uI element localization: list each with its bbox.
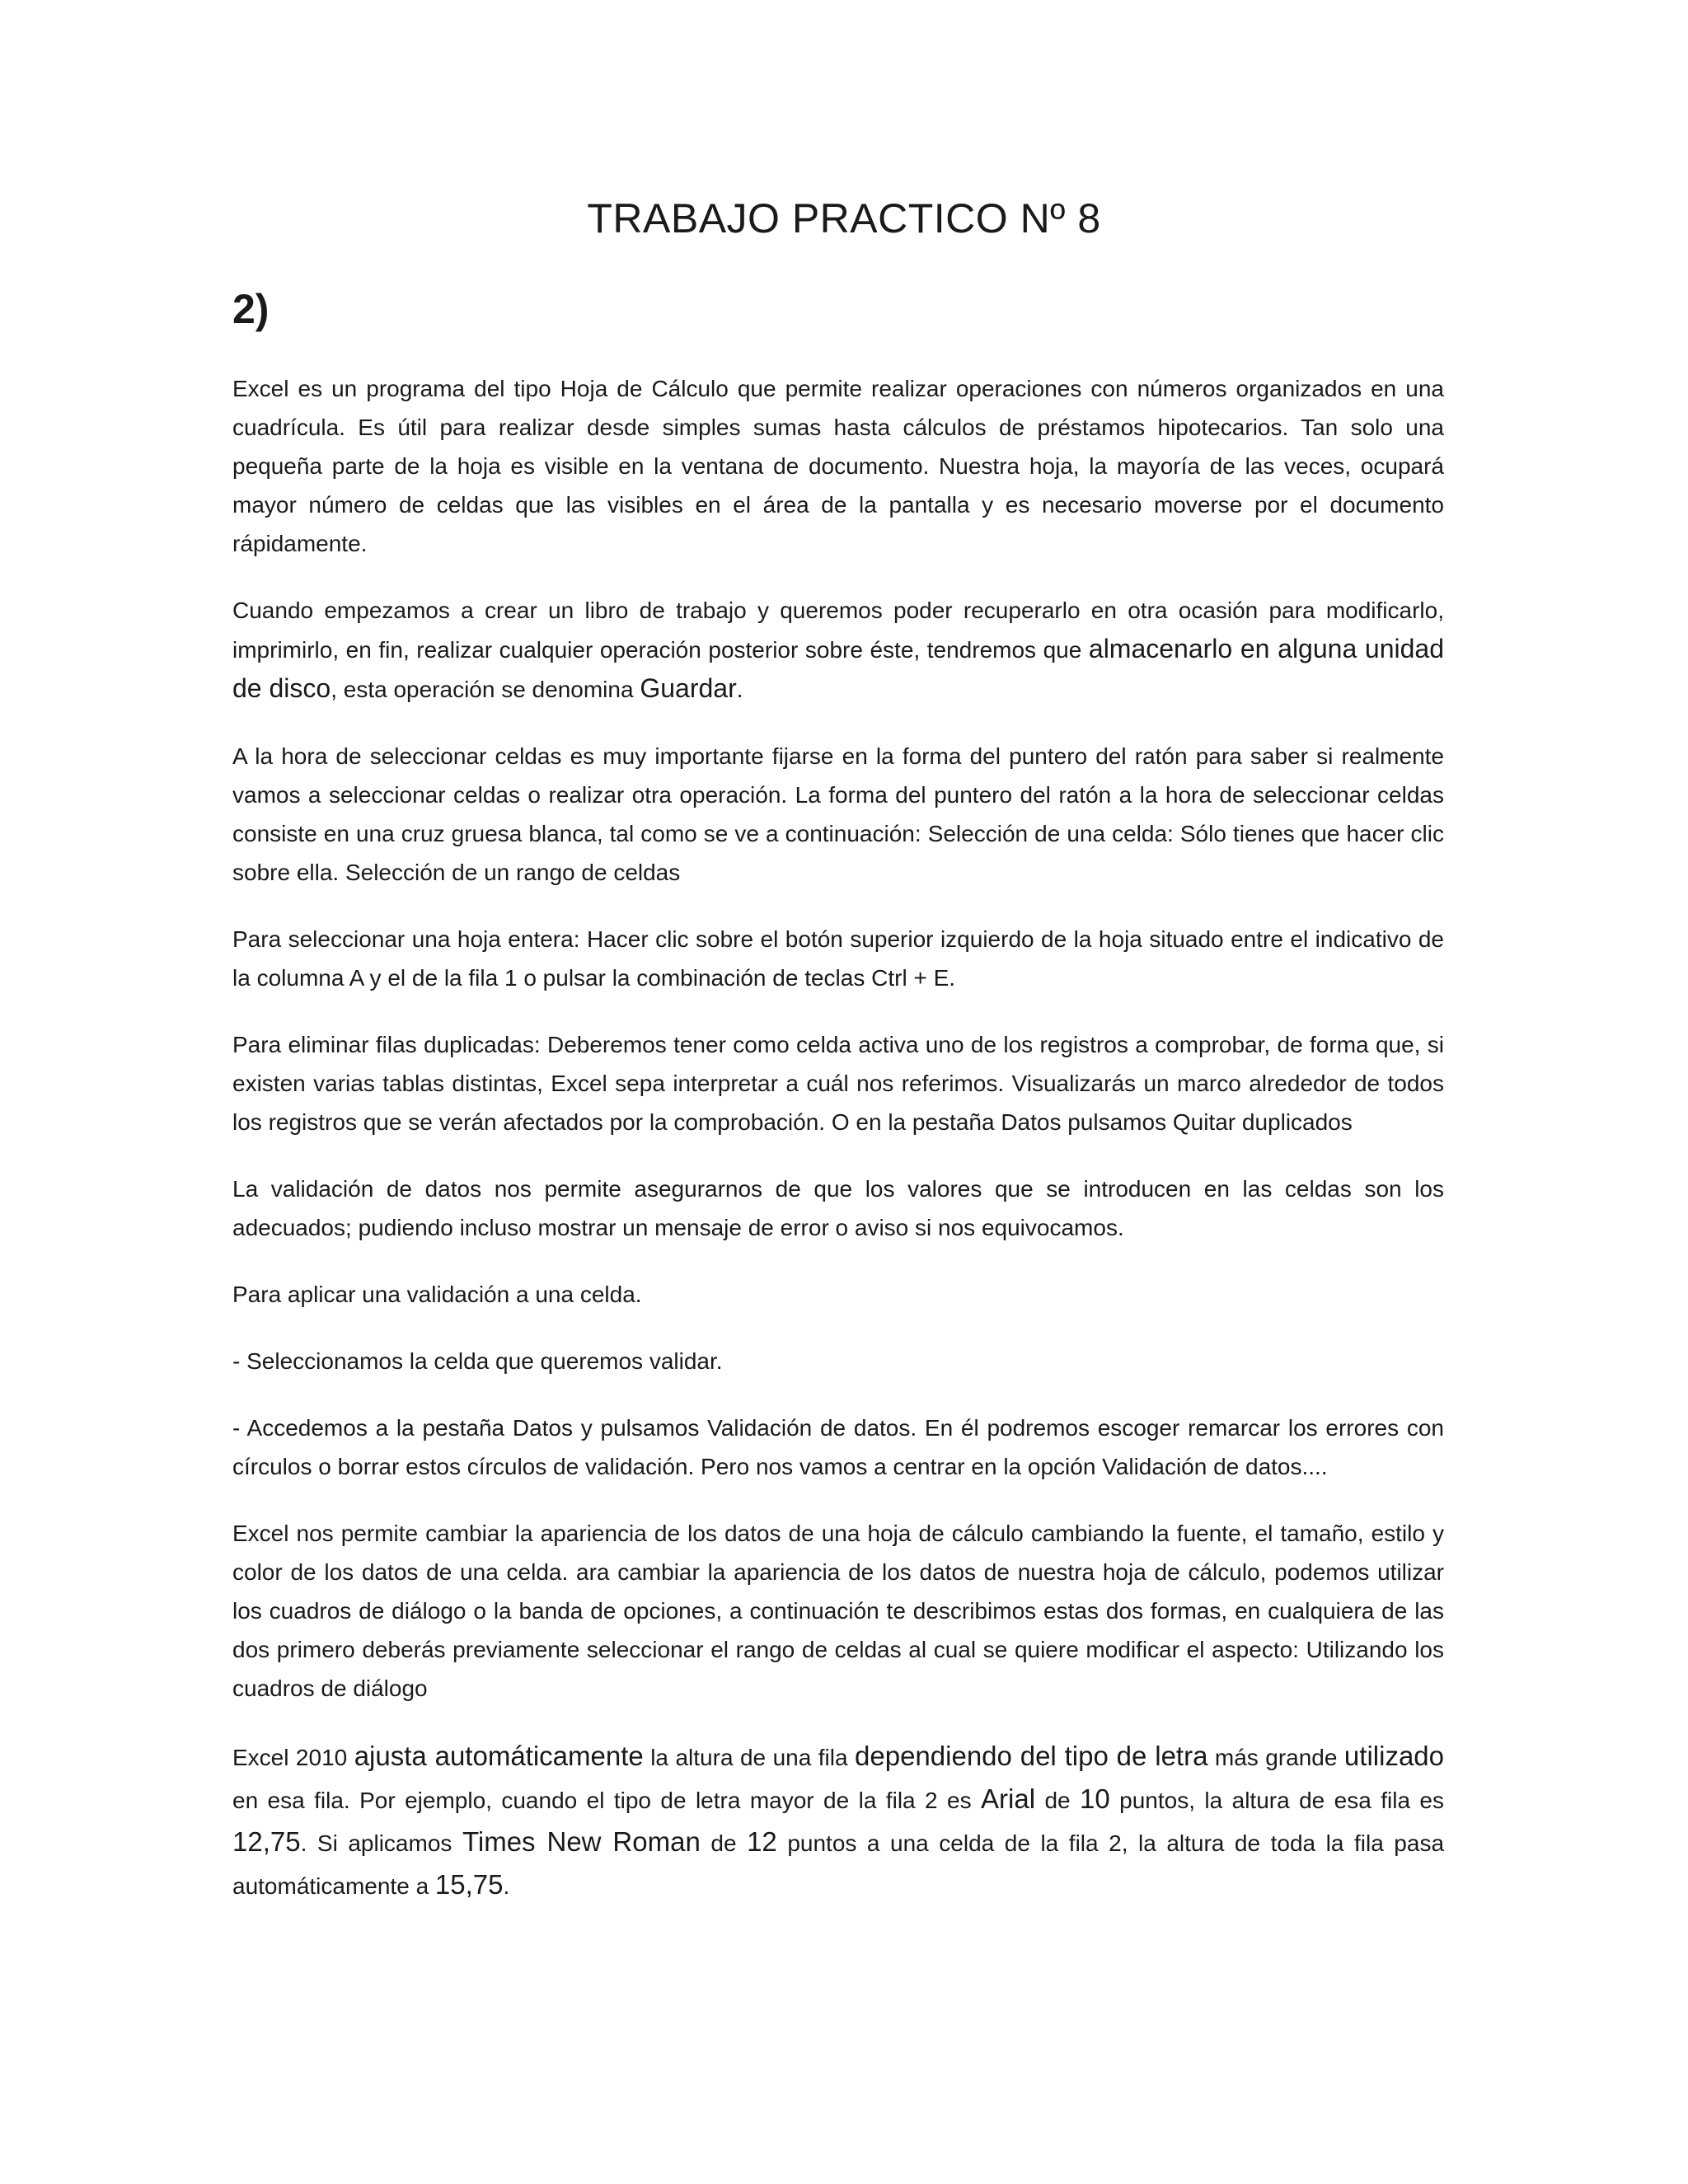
paragraph-altura-fila [232, 1736, 1444, 1907]
paragraph-text: puntos a una celda de la fila 2, la altura de toda la fila pasa automáticamente a [232, 1830, 1445, 1899]
paragraph-text: . [503, 1873, 510, 1899]
paragraph-apariencia: Excel nos permite cambiar la apariencia de los datos de una hoja de cálculo cambiando la fuente, el tamaño, estilo y color de los datos de una celda. ara cambiar la apariencia de los datos de nuestra hoja de cálculo, podemos utilizar los cuadros de diálogo o la banda de opciones, a continuación te describimos estas dos formas, en cualquiera de las dos primero deberás previamente seleccionar el rango de celdas al cual se quiere modificar el aspecto: Utilizando los cuadros de diálogo [232, 1521, 1444, 1701]
paragraph-validacion: La validación de datos nos permite asegurarnos de que los valores que se introducen en las celdas son los adecuados; pudiendo incluso mostrar un mensaje de error o aviso si nos equivocamos. [232, 1176, 1444, 1240]
paragraph-text: de [700, 1830, 748, 1856]
paragraph-text: Cuando empezamos a crear un libro de trabajo y queremos poder recuperarlo en otra ocasión para modificarlo, imprimirlo, en fin, realizar cualquier operación posterior sobre éste, tendremos que [232, 598, 1444, 663]
paragraph-seleccionar-hoja: Para seleccionar una hoja entera: Hacer clic sobre el botón superior izquierdo de la hoja situado entre el indicativo de la columna A y el de la fila 1 o pulsar la combinación de teclas Ctrl + E. [232, 926, 1444, 991]
paragraph-text: . [736, 677, 743, 702]
emphasis-text: almacenarlo en alguna unidad de disco [232, 634, 1445, 703]
emphasis-text: 10 [1080, 1783, 1110, 1814]
paragraph-text: Excel 2010 [232, 1745, 354, 1770]
emphasis-text: ajusta automáticamente [354, 1741, 644, 1771]
emphasis-text: Times New Roman [462, 1826, 701, 1857]
emphasis-text: utilizado [1343, 1741, 1444, 1771]
paragraph-aplicar-validacion: Para aplicar una validación a una celda. [232, 1282, 642, 1307]
paragraph-excel-intro: Excel es un programa del tipo Hoja de Cálculo que permite realizar operaciones con números organizados en una cuadrícula. Es útil para realizar desde simples sumas hasta cálculos de préstamos hipotecarios. Tan solo una pequeña parte de la hoja es visible en la ventana de documento. Nuestra hoja, la mayoría de las veces, ocupará mayor número de celdas que las visibles en el área de la pantalla y es necesario moverse por el documento rápidamente. [232, 376, 1444, 556]
paragraph-text: puntos, la altura de esa fila es [1109, 1788, 1444, 1813]
paragraph-filas-duplicadas: Para eliminar filas duplicadas: Deberemos tener como celda activa uno de los registros a comprobar, de forma que, si existen varias tablas distintas, Excel sepa interpretar a cuál nos referimos. Visualizarás un marco alrededor de todos los registros que se verán afectados por la comprobación. O en la pestaña Datos pulsamos Quitar duplicados [232, 1032, 1444, 1135]
paragraph-text: , esta operación se denomina [331, 677, 640, 702]
paragraph-step-2: - Accedemos a la pestaña Datos y pulsamos Validación de datos. En él podremos escoger remarcar los errores con círculos o borrar estos círculos de validación. Pero nos vamos a centrar en la opción Validación de datos.... [232, 1415, 1444, 1479]
emphasis-text: 15,75 [434, 1869, 504, 1900]
paragraph-guardar [232, 591, 1444, 709]
paragraph-text: en esa fila. Por ejemplo, cuando el tipo de letra mayor de la fila 2 es [232, 1788, 982, 1813]
paragraph-step-1: - Seleccionamos la celda que queremos validar. [232, 1348, 723, 1374]
emphasis-text: 12 [747, 1826, 777, 1857]
paragraph-text: de [1035, 1788, 1081, 1813]
paragraph-seleccionar-celdas: A la hora de seleccionar celdas es muy importante fijarse en la forma del puntero del ratón para saber si realmente vamos a seleccionar celdas o realizar otra operación. La forma del puntero del ratón a la hora de seleccionar celdas consiste en una cruz gruesa blanca, tal como se ve a continuación: Selección de una celda: Sólo tienes que hacer clic sobre ella. Selección de un rango de celdas [232, 743, 1444, 885]
emphasis-text: 12,75 [232, 1826, 301, 1857]
emphasis-text: Guardar [640, 673, 737, 703]
section-label: 2) [232, 286, 270, 332]
paragraph-text: la altura de una fila [643, 1745, 856, 1770]
page-title: TRABAJO PRACTICO Nº 8 [587, 195, 1101, 241]
document-body [232, 369, 1444, 1935]
emphasis-text: Arial [981, 1783, 1036, 1814]
paragraph-text: . Si aplicamos [300, 1830, 462, 1856]
paragraph-text: más grande [1207, 1745, 1344, 1770]
emphasis-text: dependiendo del tipo de letra [855, 1741, 1208, 1771]
